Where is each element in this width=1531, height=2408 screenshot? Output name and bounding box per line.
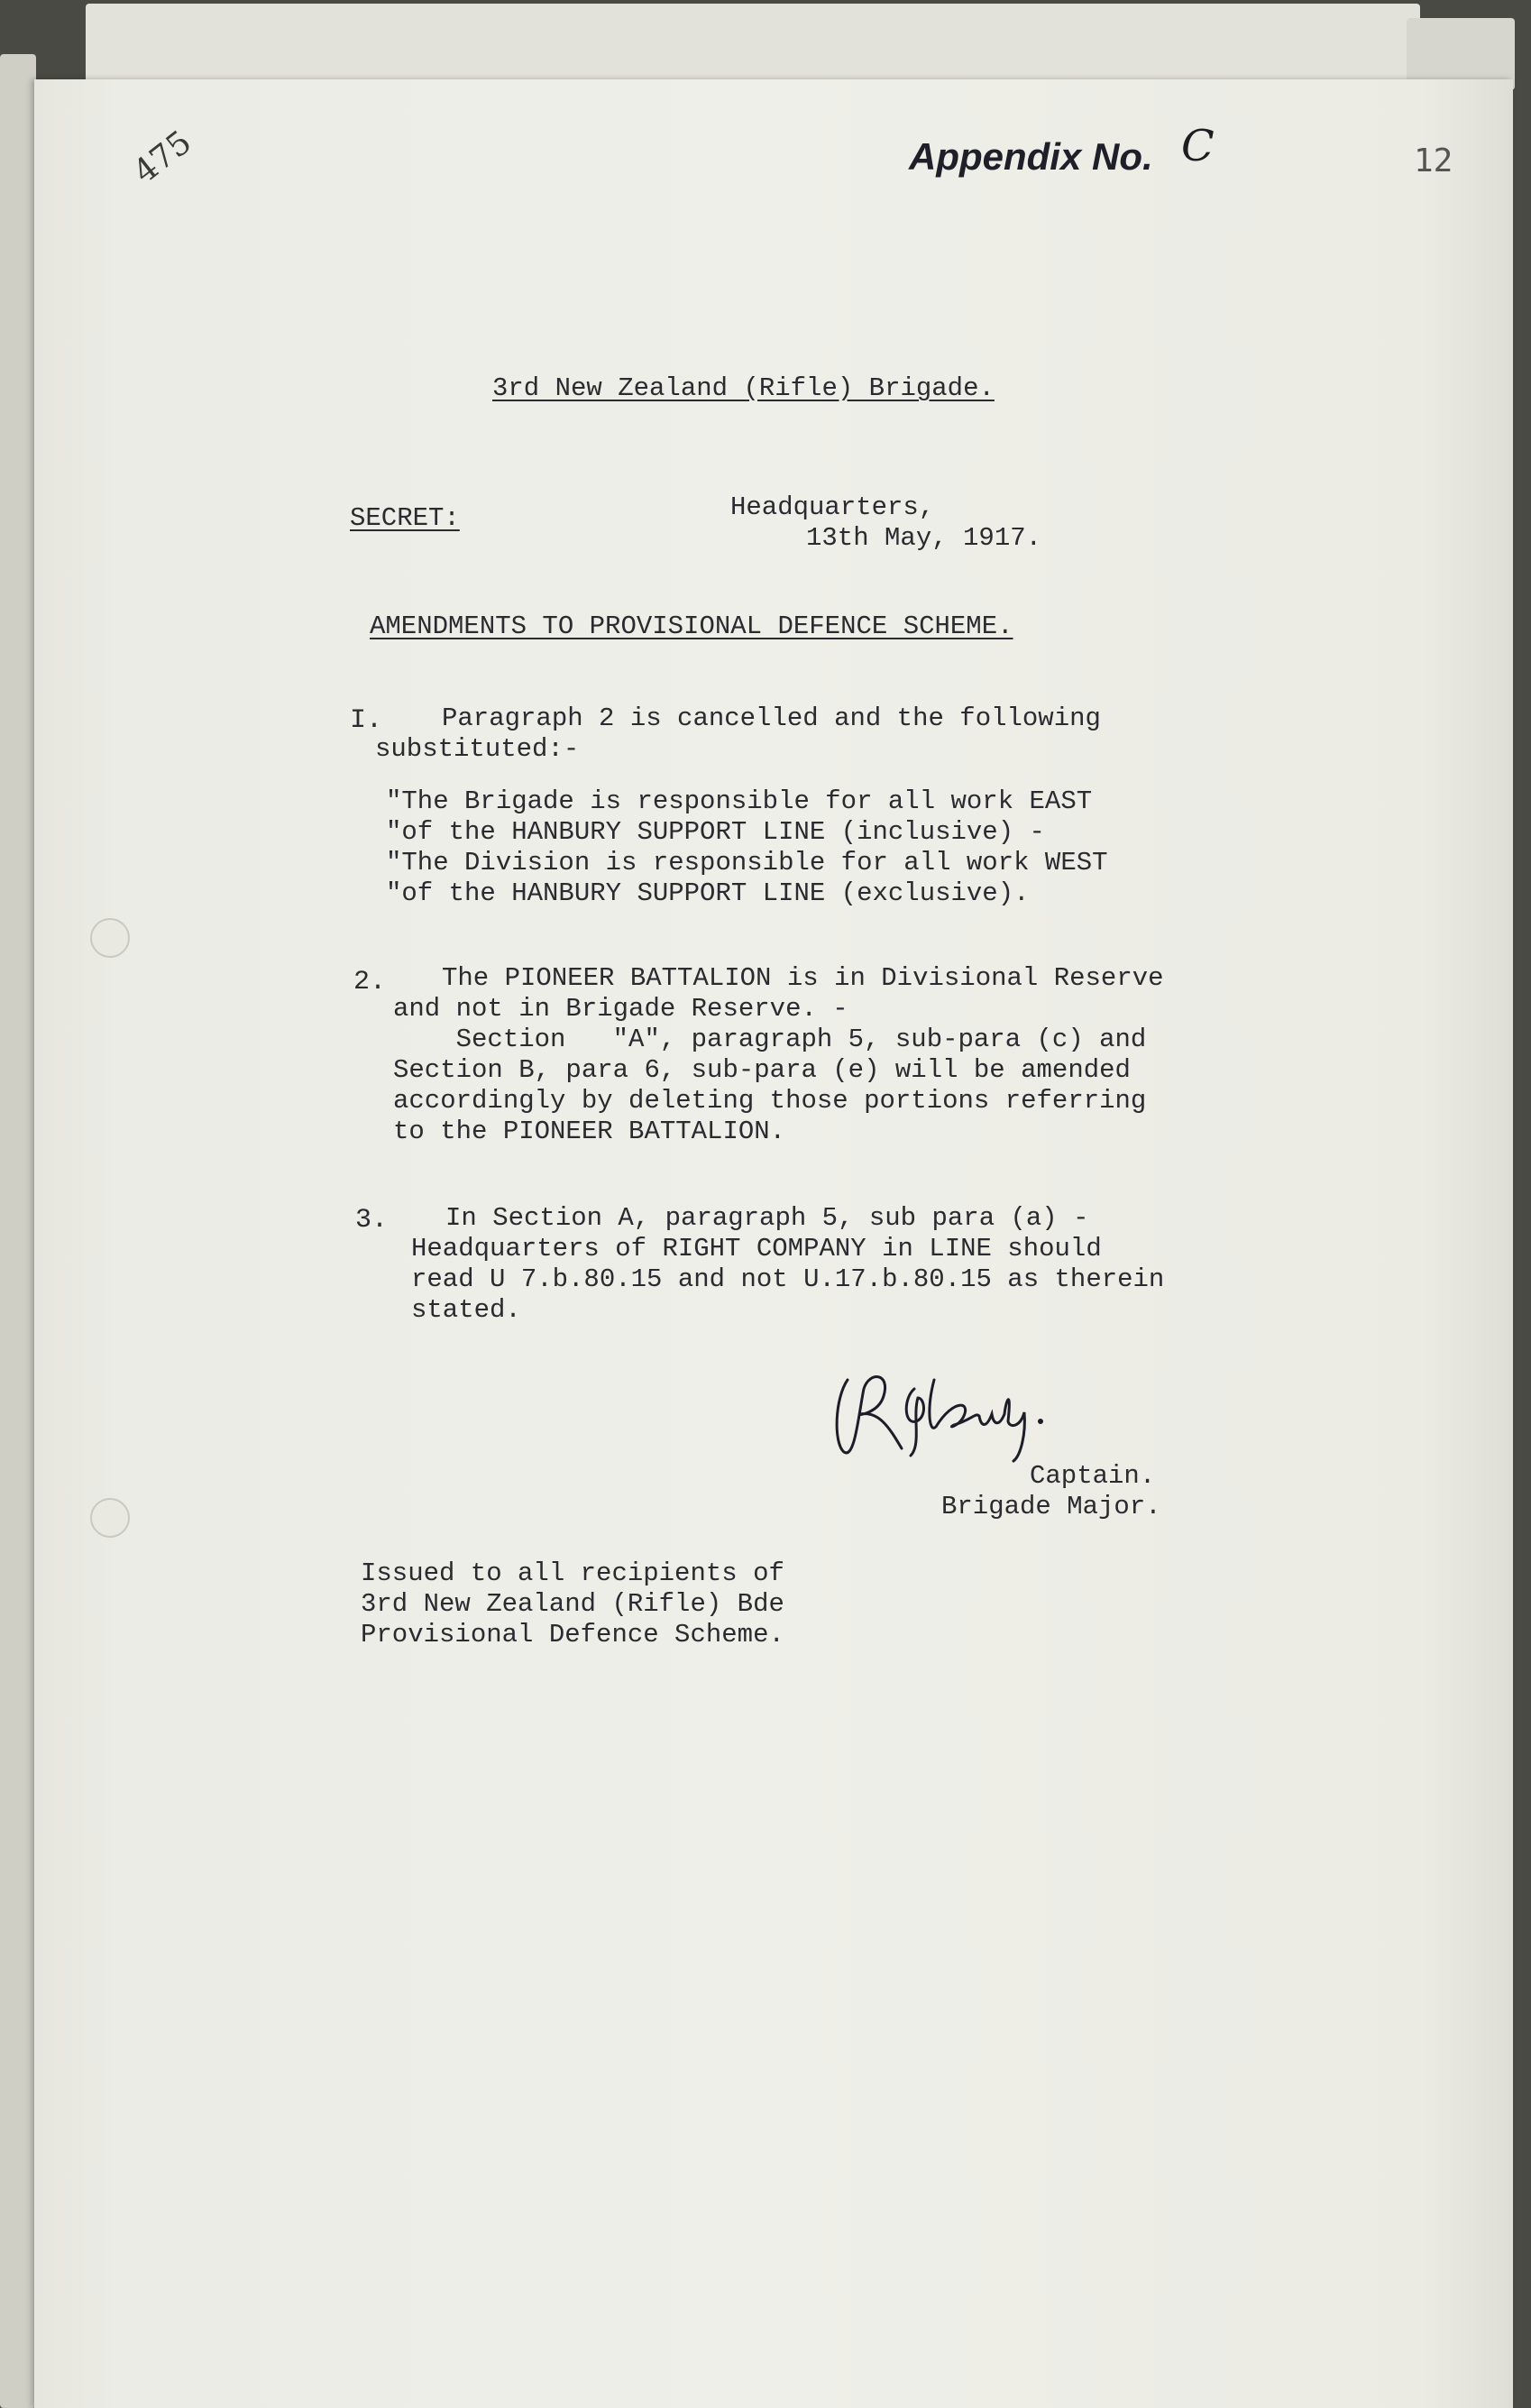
folio-number: 475 [126, 124, 199, 191]
paragraph-2-line-4: Section B, para 6, sub-para (e) will be amended [393, 1055, 1131, 1085]
paragraph-3-number: 3. [355, 1205, 389, 1236]
classification-marking: SECRET: [350, 503, 460, 533]
appendix-letter: C [1181, 121, 1215, 171]
paragraph-2-line-5: accordingly by deleting those portions referring [393, 1086, 1147, 1116]
back-sheet-left [0, 54, 36, 2408]
paragraph-2-number: 2. [353, 967, 387, 997]
punch-hole-upper [90, 918, 130, 958]
distribution-line-1: Issued to all recipients of [361, 1558, 784, 1588]
paragraph-2-line-2: and not in Brigade Reserve. - [393, 994, 848, 1024]
paragraph-2-line-3: Section "A", paragraph 5, sub-para (c) and [393, 1025, 1147, 1054]
paragraph-2-line-6: to the PIONEER BATTALION. [393, 1117, 786, 1146]
paragraph-3-line-4: stated. [411, 1295, 521, 1325]
punch-hole-lower [90, 1498, 130, 1538]
paragraph-1-line-1: Paragraph 2 is cancelled and the following [442, 703, 1101, 733]
paragraph-1-number: I. [350, 705, 383, 736]
issuing-office: Headquarters, [730, 492, 935, 522]
document-title: 3rd New Zealand (Rifle) Brigade. [492, 373, 995, 403]
paragraph-2-line-1: The PIONEER BATTALION is in Divisional Reserve [442, 963, 1164, 993]
paragraph-3-line-2: Headquarters of RIGHT COMPANY in LINE should [411, 1234, 1102, 1264]
back-sheet-top [86, 4, 1420, 85]
paragraph-1-quote-line-1: "The Brigade is responsible for all work EAST [386, 786, 1093, 816]
appendix-label: Appendix No. [909, 135, 1153, 178]
paragraph-1-quote-line-3: "The Division is responsible for all work WEST [386, 848, 1108, 878]
paragraph-1-line-2: substituted:- [375, 734, 580, 764]
paragraph-1-quote-line-2: "of the HANBURY SUPPORT LINE (inclusive) - [386, 817, 1045, 847]
distribution-line-2: 3rd New Zealand (Rifle) Bde [361, 1589, 784, 1619]
page-number: 12 [1414, 142, 1453, 179]
document-page [34, 79, 1513, 2408]
document-subject: AMENDMENTS TO PROVISIONAL DEFENCE SCHEME. [370, 611, 1013, 641]
signatory-appointment: Brigade Major. [941, 1492, 1161, 1521]
document-date: 13th May, 1917. [806, 523, 1042, 553]
paragraph-3-line-3: read U 7.b.80.15 and not U.17.b.80.15 as therein [411, 1264, 1165, 1294]
paragraph-3-line-1: In Section A, paragraph 5, sub para (a) - [445, 1203, 1089, 1233]
distribution-line-3: Provisional Defence Scheme. [361, 1620, 784, 1650]
signatory-rank: Captain. [1030, 1461, 1156, 1491]
handwritten-signature [828, 1362, 1062, 1470]
paragraph-1-quote-line-4: "of the HANBURY SUPPORT LINE (exclusive). [386, 878, 1030, 908]
